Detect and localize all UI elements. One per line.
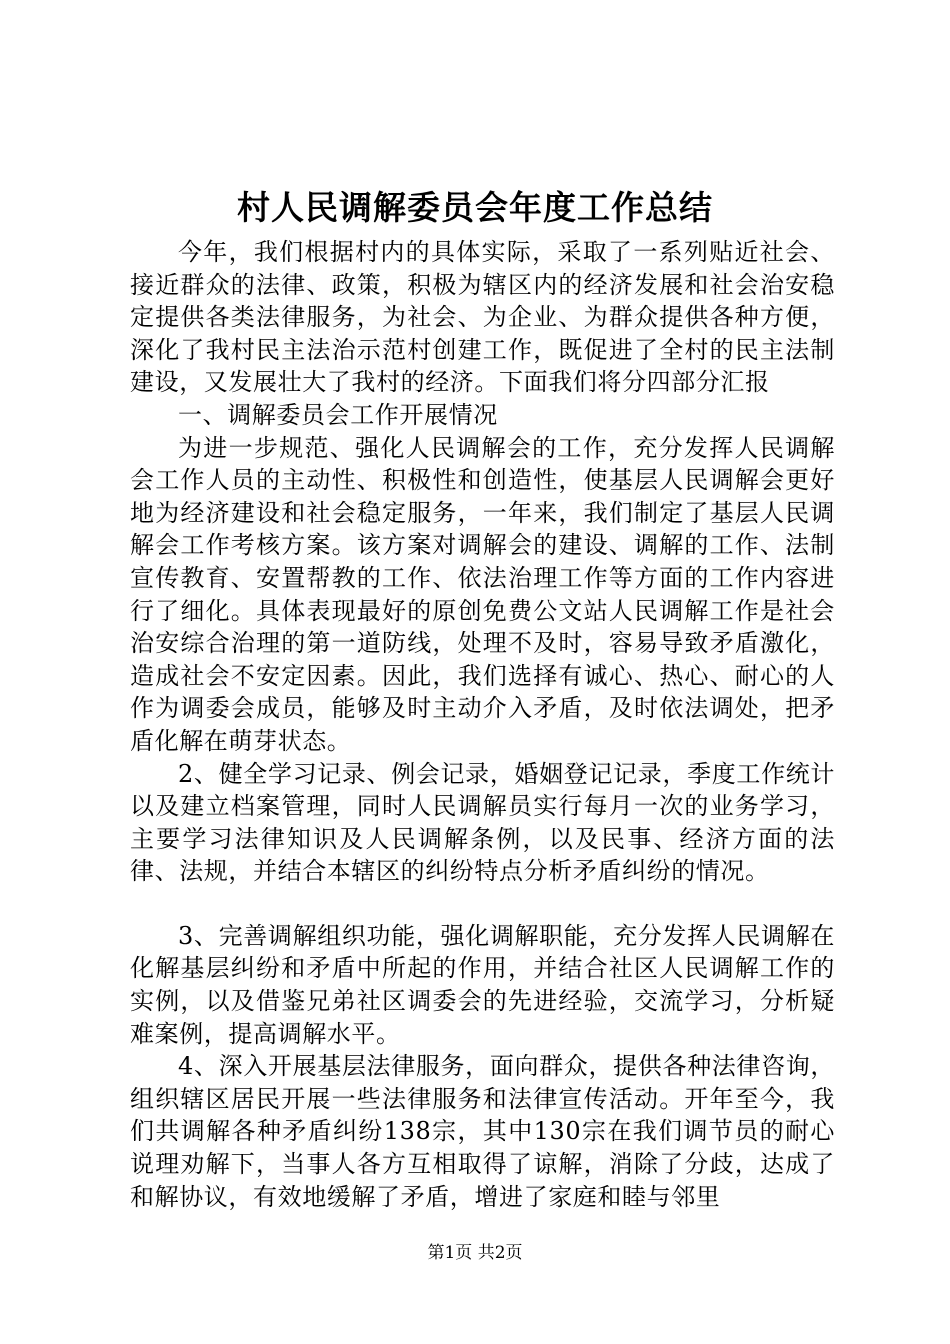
paragraph-4: 4、深入开展基层法律服务，面向群众，提供各种法律咨询，组织辖区居民开展一些法律服务和法律宣传活动。开年至今，我们共调解各种矛盾纠纷138宗，其中130宗在我们调节员的耐心说理劝解下，当事人各方互相取得了谅解，消除了分歧，达成了和解协议，有效地缓解了矛盾，增进了家庭和睦与邻里	[130, 1052, 835, 1211]
paragraph-intro: 今年，我们根据村内的具体实际，采取了一系列贴近社会、接近群众的法律、政策，积极为辖区内的经济发展和社会治安稳定提供各类法律服务，为社会、为企业、为群众提供各种方便，深化了我村民主法治示范村创建工作，既促进了全村的民主法制建设，又发展壮大了我村的经济。下面我们将分四部分汇报	[130, 238, 835, 397]
page-number-footer: 第1页 共2页	[427, 1243, 523, 1263]
document-title: 村人民调解委员会年度工作总结	[237, 188, 713, 227]
paragraph-1: 为进一步规范、强化人民调解会的工作，充分发挥人民调解会工作人员的主动性、积极性和创造性，使基层人民调解会更好地为经济建设和社会稳定服务，一年来，我们制定了基层人民调解会工作考核方案。该方案对调解会的建设、调解的工作、法制宣传教育、安置帮教的工作、依法治理工作等方面的工作内容进行了细化。具体表现最好的原创免费公文站人民调解工作是社会治安综合治理的第一道防线，处理不及时，容易导致矛盾激化，造成社会不安定因素。因此，我们选择有诚心、热心、耐心的人作为调委会成员，能够及时主动介入矛盾，及时依法调处，把矛盾化解在萌芽状态。	[130, 433, 835, 755]
section-heading-1: 一、调解委员会工作开展情况	[178, 400, 498, 429]
document-body	[130, 236, 835, 1213]
paragraph-2: 2、健全学习记录、例会记录，婚姻登记记录，季度工作统计以及建立档案管理，同时人民调解员实行每月一次的业务学习，主要学习法律知识及人民调解条例，以及民事、经济方面的法律、法规，并结合本辖区的纠纷特点分析矛盾纠纷的情况。	[130, 759, 835, 886]
paragraph-3: 3、完善调解组织功能，强化调解职能，充分发挥人民调解在化解基层纠纷和矛盾中所起的作用，并结合社区人民调解工作的实例，以及借鉴兄弟社区调委会的先进经验，交流学习，分析疑难案例，提高调解水平。	[130, 921, 835, 1048]
